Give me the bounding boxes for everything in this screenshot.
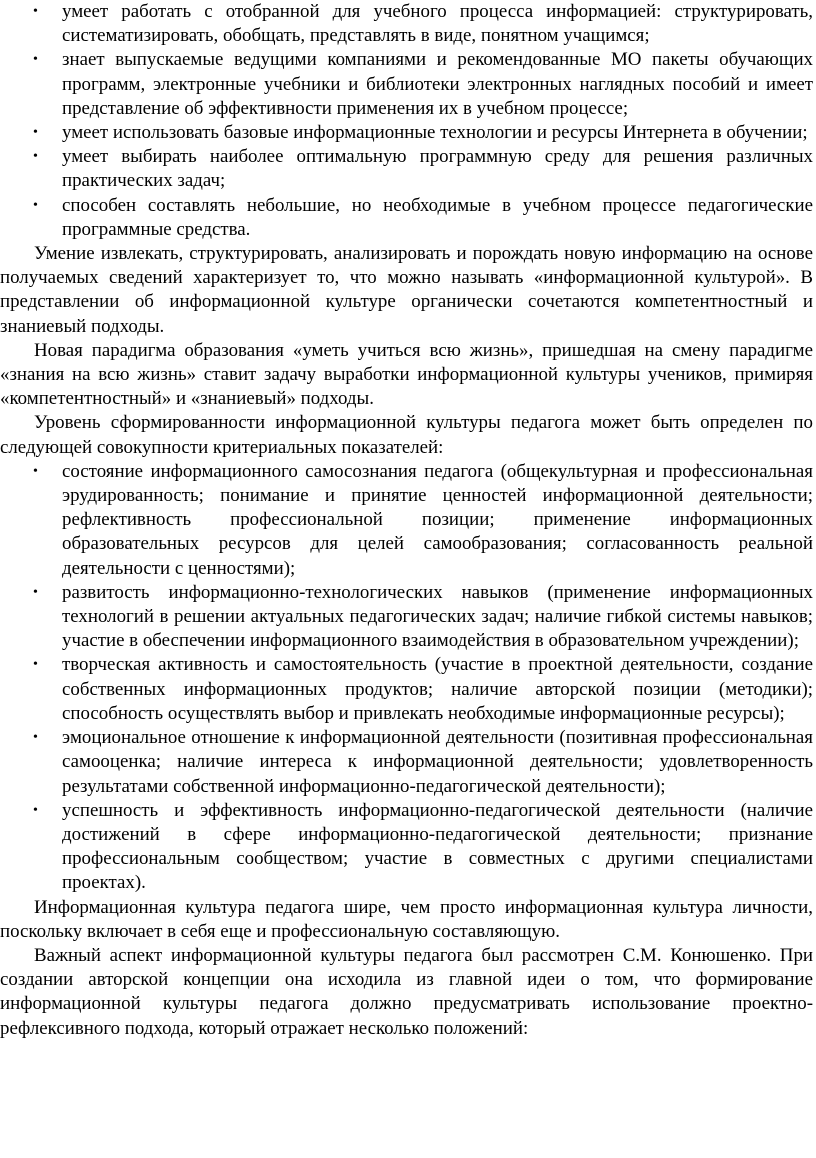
list-item-text: творческая активность и самостоятельность (участие в проектной деятельности, создание собственных информационных продуктов; наличие авторской позиции (методики); способность осуществлять выбор и привлекать необходимые информационные ресурсы);	[62, 654, 813, 724]
criteria-list	[0, 460, 813, 896]
bullet-icon: •	[33, 463, 38, 479]
list-item	[33, 145, 813, 193]
list-item-text: состояние информационного самосознания педагога (общекультурная и профессиональная эрудированность; понимание и принятие ценностей информационной деятельности; рефлективность профессиональной позиции; применение информационных образовательных ресурсов для целей самообразования; согласованность реальной деятельности с ценностями);	[62, 460, 813, 579]
paragraph-criteria-intro: Уровень сформированности информационной культуры педагога может быть определен по следующей совокупности критериальных показателей:	[0, 412, 813, 458]
list-item	[33, 0, 813, 48]
list-item	[33, 121, 813, 145]
bullet-icon: •	[33, 149, 38, 165]
list-item	[33, 726, 813, 799]
paragraph-teacher-culture: Информационная культура педагога шире, чем просто информационная культура личности, поскольку включает в себя еще и профессиональную составляющую.	[0, 896, 813, 942]
bullet-icon: •	[33, 4, 38, 19]
paragraph-information-culture: Умение извлекать, структурировать, анализировать и порождать новую информацию на основе получаемых сведений характеризует то, что можно называть «информационной культурой». В представлении об информационной культуре органически сочетаются компетентностный и знаниевый подходы.	[0, 243, 813, 337]
bullet-icon: •	[33, 125, 38, 141]
list-item-text: развитость информационно-технологических навыков (применение информационных технологий в решении актуальных педагогических задач; наличие гибкой системы навыков; участие в обеспечении информационного взаимодействия в образовательном учреждении);	[62, 581, 813, 652]
list-item-text: знает выпускаемые ведущими компаниями и рекомендованные МО пакеты обучающих программ, электронные учебники и библиотеки электронных наглядных пособий и имеет представление об эффективности применения их в учебном процессе;	[62, 49, 813, 119]
bullet-icon: •	[33, 52, 38, 68]
competency-list	[0, 0, 813, 242]
bullet-icon: •	[33, 730, 38, 746]
bullet-icon: •	[33, 584, 38, 600]
list-item	[33, 799, 813, 896]
list-item-text: умеет работать с отобранной для учебного процесса информацией: структурировать, систематизировать, обобщать, представлять в виде, понятном учащимся;	[62, 1, 813, 47]
list-item-text: успешность и эффективность информационно-педагогической деятельности (наличие достижений в сфере информационно-педагогической деятельности; признание профессиональным сообществом; участие в совместных с другими специалистами проектах).	[62, 799, 813, 894]
bullet-icon: •	[33, 802, 38, 818]
paragraph-new-paradigm: Новая парадигма образования «уметь учиться всю жизнь», пришедшая на смену парадигме «знания на всю жизнь» ставит задачу выработки информационной культуры учеников, примиряя «компетентностный» и «знаниевый» подходы.	[0, 339, 813, 410]
list-item-text: эмоциональное отношение к информационной деятельности (позитивная профессиональная самооценка; наличие интереса к информационной деятельности; удовлетворенность результатами собственной информационно-педагогической деятельности);	[62, 727, 813, 797]
list-item	[33, 460, 813, 581]
list-item-text: умеет использовать базовые информационные технологии и ресурсы Интернета в обучении;	[62, 122, 808, 144]
list-item	[33, 653, 813, 726]
list-item	[33, 48, 813, 121]
list-item-text: умеет выбирать наиболее оптимальную программную среду для решения различных практических задач;	[62, 146, 813, 192]
list-item	[33, 581, 813, 654]
bullet-icon: •	[33, 657, 38, 673]
paragraph-konyushenko: Важный аспект информационной культуры педагога был рассмотрен С.М. Конюшенко. При создании авторской концепции она исходила из главной идеи о том, что формирование информационной культуры педагога должно предусматривать использование проектно-рефлексивного подхода, который отражает несколько положений:	[0, 944, 813, 1039]
list-item	[33, 194, 813, 242]
bullet-icon: •	[33, 197, 38, 213]
list-item-text: способен составлять небольшие, но необходимые в учебном процессе педагогические программные средства.	[62, 194, 813, 240]
